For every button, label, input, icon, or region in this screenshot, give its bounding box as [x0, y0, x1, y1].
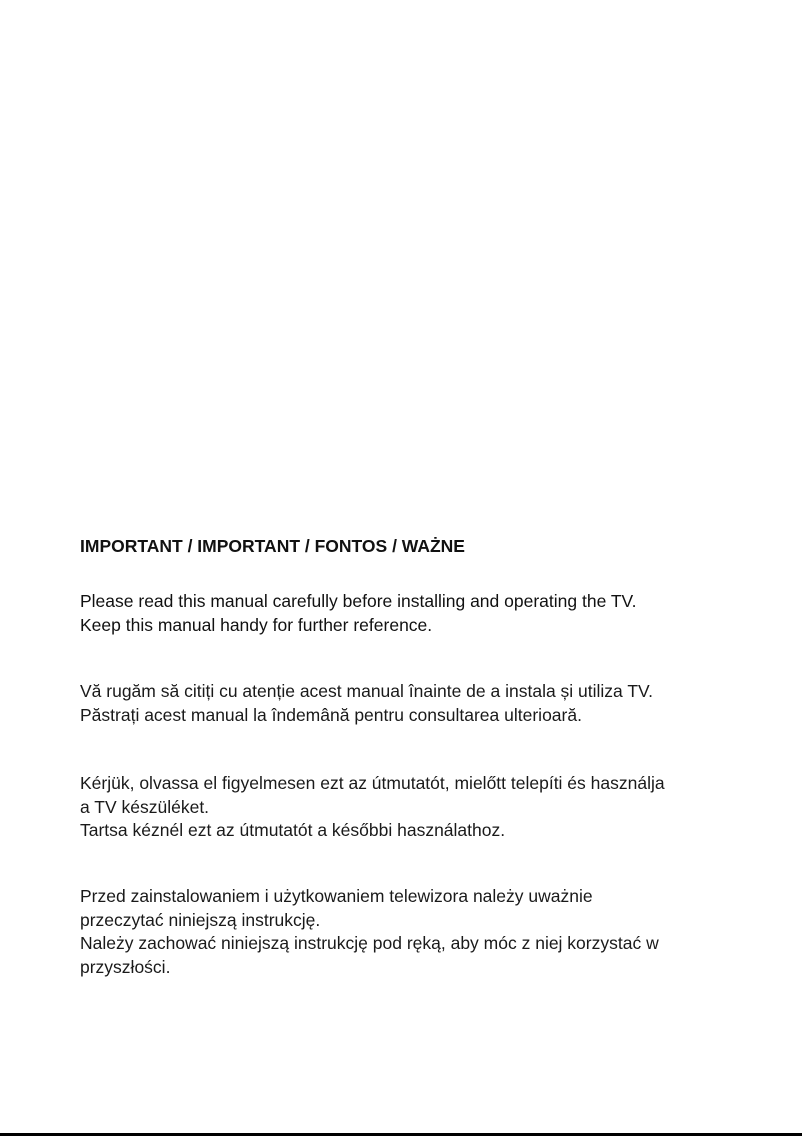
polish-line-1: Przed zainstalowaniem i użytkowaniem telewizora należy uważnie — [80, 886, 593, 906]
polish-line-4: przyszłości. — [80, 956, 171, 977]
polish-line-2: przeczytać niniejszą instrukcję. — [80, 909, 321, 930]
important-heading: IMPORTANT / IMPORTANT / FONTOS / WAŻNE — [80, 536, 465, 556]
english-notice — [80, 590, 740, 637]
romanian-notice — [80, 680, 740, 727]
hungarian-line-2: a TV készüléket. — [80, 796, 210, 817]
polish-notice — [80, 885, 740, 979]
english-line-1: Please read this manual carefully before installing and operating the TV. — [80, 591, 637, 611]
english-line-2: Keep this manual handy for further reference. — [80, 614, 433, 635]
polish-line-3: Należy zachować niniejszą instrukcję pod ręką, aby móc z niej korzystać w — [80, 933, 659, 953]
hungarian-line-1: Kérjük, olvassa el figyelmesen ezt az útmutatót, mielőtt telepíti és használja — [80, 773, 665, 793]
hungarian-notice — [80, 772, 740, 843]
romanian-line-1: Vă rugăm să citiți cu atenție acest manual înainte de a instala și utiliza TV. — [80, 681, 653, 701]
romanian-line-2: Păstrați acest manual la îndemână pentru consultarea ulterioară. — [80, 704, 582, 725]
hungarian-line-3: Tartsa kéznél ezt az útmutatót a későbbi használathoz. — [80, 820, 506, 840]
